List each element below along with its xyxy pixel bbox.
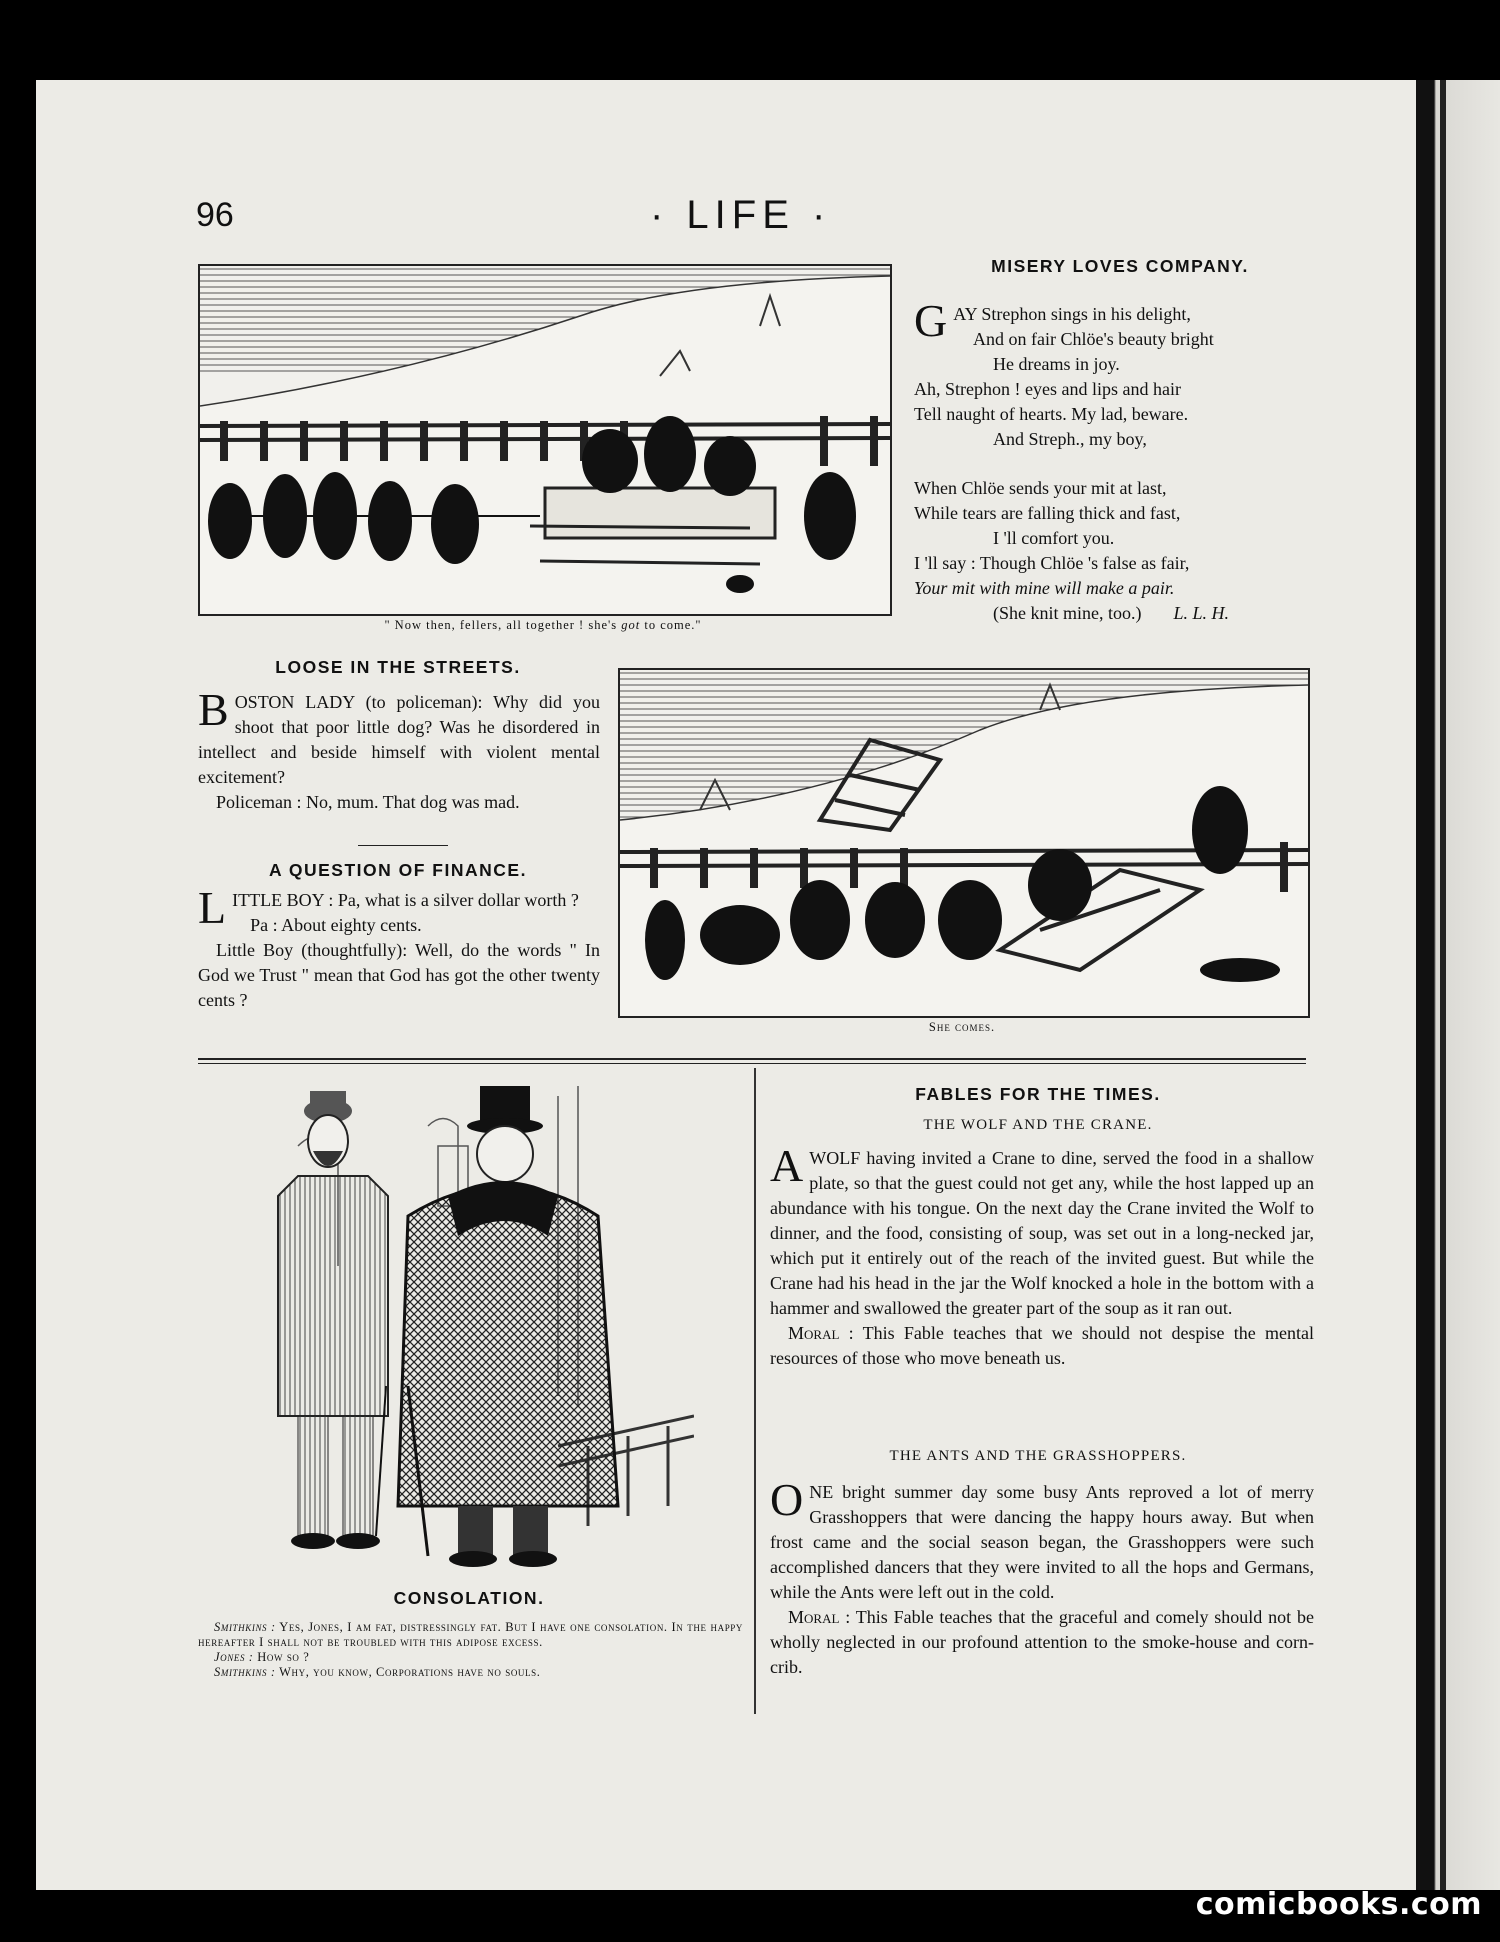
finance-dropcap: L bbox=[198, 882, 227, 933]
misery-dropcap: G bbox=[914, 295, 948, 346]
caption1-text-c: to come." bbox=[640, 618, 702, 632]
facing-page-edge bbox=[1416, 80, 1500, 1890]
poem-line: He dreams in joy. bbox=[993, 354, 1120, 374]
masthead-title: · LIFE · bbox=[650, 193, 832, 237]
poem-line: Ah, Strephon ! eyes and lips and hair bbox=[914, 379, 1181, 399]
ants-body: NE bright summer day some busy Ants reproved a lot of merry Grasshoppers that were dancing the happy hours away. But when frost came and the social season began, the Grasshoppers were such accomplished dancers that they were invited to all the hops and Germans, while the Ants were left out in the cold. bbox=[770, 1482, 1314, 1602]
ants-grasshoppers-fable bbox=[770, 1474, 1314, 1680]
wolf-moral: This Fable teaches that we should not despise the mental resources of those who move beneath us. bbox=[770, 1323, 1314, 1368]
fables-title: FABLES FOR THE TIMES. bbox=[915, 1084, 1161, 1104]
ants-grasshoppers-title: THE ANTS AND THE GRASSHOPPERS. bbox=[889, 1448, 1187, 1464]
illustration2-caption: She comes. bbox=[928, 1020, 996, 1034]
poem-line: I 'll say : Though Chlöe 's false as fair, bbox=[914, 553, 1190, 573]
wolf-crane-fable bbox=[770, 1140, 1314, 1371]
poem-line: When Chlöe sends your mit at last, bbox=[914, 478, 1167, 498]
wolf-dropcap: A bbox=[770, 1140, 804, 1191]
ants-moral: This Fable teaches that the graceful and comely should not be wholly neglected in our profound attention to the smoke-house and corn-crib. bbox=[770, 1607, 1314, 1677]
ants-dropcap: O bbox=[770, 1474, 804, 1525]
speaker-smithkins: Smithkins : bbox=[214, 1620, 276, 1634]
short-divider bbox=[358, 845, 448, 846]
consolation-title: CONSOLATION. bbox=[393, 1588, 545, 1608]
finance-para2: Pa : About eighty cents. bbox=[250, 915, 422, 935]
moral-label: Moral : bbox=[788, 1607, 851, 1627]
loose-title: LOOSE IN THE STREETS. bbox=[275, 657, 521, 677]
caption1-text-a: " Now then, fellers, all together ! she's bbox=[384, 618, 622, 632]
loose-para1: OSTON LADY (to policeman): Why did you shoot that poor little dog? Was he disordered in intellect and beside himself with violent mental excitement? bbox=[198, 692, 600, 787]
dialogue-line: Why, you know, Corporations have no souls. bbox=[275, 1665, 541, 1679]
wolf-crane-title: THE WOLF AND THE CRANE. bbox=[923, 1117, 1153, 1133]
poem-line: And Streph., my boy, bbox=[993, 429, 1147, 449]
poem-line: I 'll comfort you. bbox=[993, 528, 1115, 548]
misery-poem bbox=[914, 295, 1334, 626]
sled-pulling-illustration bbox=[198, 264, 892, 616]
wolf-body: WOLF having invited a Crane to dine, served the food in a shallow plate, so that the guest could not get any, while the host lapped up an abundance with his tongue. On the next day the Crane invited the Wolf to dinner, and the food, consisting of soup, was set out in a long-necked jar, which put it entirely out of the reach of the invited guest. But while the Crane had his head in the jar the Wolf knocked a hole in the bottom with a hammer and swallowed the greater part of the soup as it ran out. bbox=[770, 1148, 1314, 1318]
illustration1-caption bbox=[198, 618, 888, 633]
column-divider bbox=[754, 1068, 756, 1714]
misery-title: MISERY LOVES COMPANY. bbox=[991, 256, 1249, 276]
poem-line: Your mit with mine will make a pair. bbox=[914, 578, 1175, 598]
finance-para3: Little Boy (thoughtfully): Well, do the words " In God we Trust " mean that God has got the other twenty cents ? bbox=[198, 940, 600, 1010]
poem-line: Tell naught of hearts. My lad, beware. bbox=[914, 404, 1189, 424]
poem-line: (She knit mine, too.) bbox=[993, 603, 1142, 623]
loose-dropcap: B bbox=[198, 684, 229, 735]
consolation-illustration bbox=[258, 1086, 694, 1576]
poem-line: While tears are falling thick and fast, bbox=[914, 503, 1181, 523]
poem-line: And on fair Chlöe's beauty bright bbox=[973, 329, 1214, 349]
poem-signature: L. L. H. bbox=[1173, 603, 1230, 623]
page-number: 96 bbox=[196, 196, 234, 234]
loose-article bbox=[198, 684, 600, 815]
moral-label: Moral : bbox=[788, 1323, 854, 1343]
dialogue-line: Yes, Jones, I am fat, distressingly fat. But I have one consolation. In the happy hereafter I shall not be troubled with this adipose excess. bbox=[198, 1620, 744, 1649]
finance-para1: ITTLE BOY : Pa, what is a silver dollar worth ? bbox=[232, 890, 579, 910]
site-watermark: comicbooks.com bbox=[1195, 1887, 1482, 1922]
poem-line: AY Strephon sings in his delight, bbox=[953, 304, 1191, 324]
speaker-jones: Jones : bbox=[214, 1650, 254, 1664]
loose-para2: Policeman : No, mum. That dog was mad. bbox=[216, 792, 520, 812]
speaker-smithkins: Smithkins : bbox=[214, 1665, 276, 1679]
finance-title: A QUESTION OF FINANCE. bbox=[269, 860, 527, 880]
consolation-dialogue bbox=[198, 1620, 743, 1680]
dialogue-line: How so ? bbox=[253, 1650, 310, 1664]
section-divider bbox=[198, 1063, 1306, 1064]
sled-crash-illustration bbox=[618, 668, 1310, 1018]
section-divider bbox=[198, 1058, 1306, 1060]
caption1-text-b: got bbox=[621, 618, 641, 632]
finance-article bbox=[198, 882, 600, 1013]
